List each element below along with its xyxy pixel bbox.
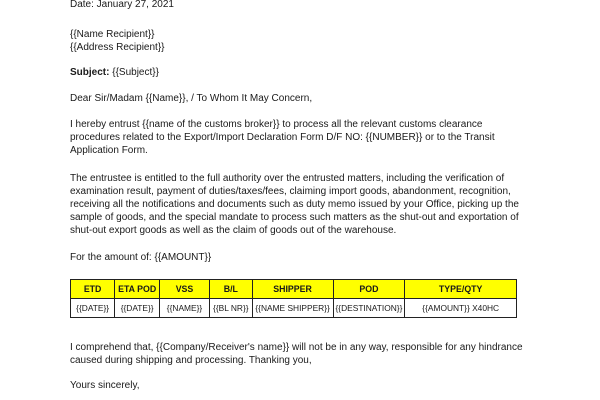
recipient-block [70, 28, 530, 54]
paragraph-line: examination result, payment of duties/taxes/fees, claiming import goods, abandonment, recognition, [70, 186, 511, 197]
recipient-address: {{Address Recipient}} [70, 42, 165, 53]
paragraph-line: The entrustee is entitled to the full authority over the entrusted matters, including the verification of [70, 173, 505, 184]
paragraph-line: I hereby entrust {{name of the customs broker}} to process all the relevant customs clearance [70, 119, 483, 130]
cell-pod: {{DESTINATION}} [333, 299, 405, 318]
paragraph-line: Application Form. [70, 145, 148, 156]
subject-line [70, 66, 530, 79]
header-eta-pod: ETA POD [115, 280, 160, 299]
table-row [71, 299, 517, 318]
header-type-qty: TYPE/QTY [405, 280, 517, 299]
subject-value: {{Subject}} [109, 67, 159, 78]
header-pod: POD [333, 280, 405, 299]
paragraph-line: I comprehend that, {{Company/Receiver's name}} will not be in any way, responsible for any hindrance [70, 342, 523, 353]
paragraph-line: shut-out export goods as well as the claim of goods out of the warehouse. [70, 225, 397, 236]
header-vss: VSS [160, 280, 210, 299]
paragraph-authority [70, 172, 530, 237]
paragraph-closing [70, 341, 530, 367]
cell-bl: {{BL NR}} [209, 299, 252, 318]
paragraph-line: receiving all the notifications and documents such as duty memo issued by your Office, picking up the [70, 199, 519, 210]
paragraph-entrust [70, 118, 530, 157]
cell-vss: {{NAME}} [160, 299, 210, 318]
cell-shipper: {{NAME SHIPPER}} [252, 299, 333, 318]
shipment-table [70, 279, 517, 318]
amount-line: For the amount of: {{AMOUNT}} [70, 252, 212, 263]
recipient-name: {{Name Recipient}} [70, 29, 155, 40]
table-header-row [71, 280, 517, 299]
paragraph-line: caused during shipping and processing. Thanking you, [70, 355, 312, 366]
paragraph-line: procedures related to the Export/Import Declaration Form D/F NO: {{NUMBER}} or to the Transit [70, 132, 495, 143]
greeting: Dear Sir/Madam {{Name}}, / To Whom It May Concern, [70, 93, 313, 104]
header-shipper: SHIPPER [252, 280, 333, 299]
header-bl: B/L [209, 280, 252, 299]
cell-eta-pod: {{DATE}} [115, 299, 160, 318]
paragraph-line: sample of goods, and the special mandate to process such matters as the shut-out and exportation of [70, 212, 519, 223]
header-etd: ETD [71, 280, 115, 299]
letter-date: Date: January 27, 2021 [70, 0, 174, 10]
cell-etd: {{DATE}} [71, 299, 115, 318]
signoff: Yours sincerely, [70, 380, 140, 391]
cell-type-qty: {{AMOUNT}} X40HC [405, 299, 517, 318]
subject-label: Subject: [70, 67, 110, 78]
